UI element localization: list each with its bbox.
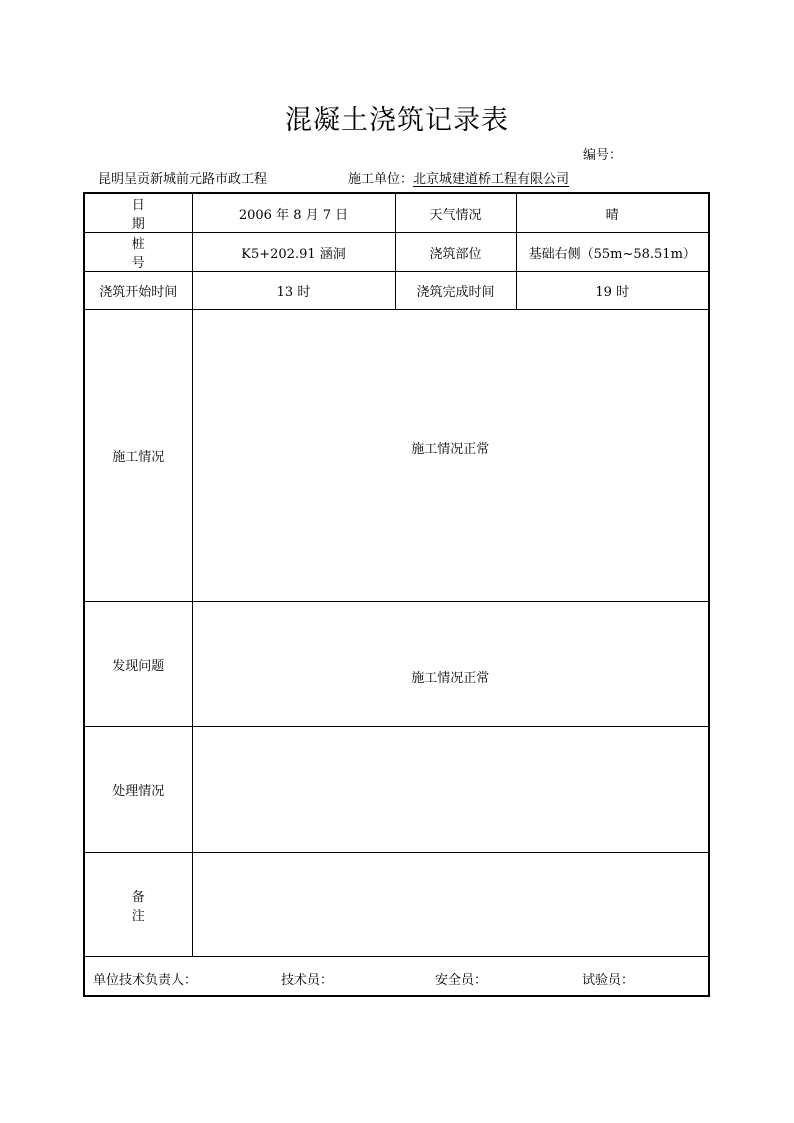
serial-number-label: 编号： (583, 148, 623, 163)
company-line (348, 168, 569, 187)
unit-tech-lead-signature: 单位技术负责人： (93, 973, 198, 988)
construction-label: 施工情况 (84, 310, 192, 602)
table-row-remarks (84, 853, 709, 957)
handling-value (192, 727, 709, 853)
pour-record-table (83, 192, 710, 997)
problems-cell (192, 602, 709, 727)
end-time-value: 19 时 (516, 272, 709, 310)
technician-signature: 技术员： (281, 973, 334, 988)
signatures-cell (84, 957, 709, 997)
construction-value: 施工情况正常 (411, 442, 490, 457)
table-row-construction (84, 310, 709, 602)
start-time-value: 13 时 (192, 272, 395, 310)
date-label: 日期 (84, 193, 192, 233)
remarks-value (192, 853, 709, 957)
table-row-signatures (84, 957, 709, 997)
weather-value: 晴 (516, 193, 709, 233)
tester-signature: 试验员： (582, 973, 635, 988)
end-time-label: 浇筑完成时间 (395, 272, 516, 310)
company-label: 施工单位： (348, 172, 414, 187)
project-name: 昆明呈贡新城前元路市政工程 (98, 172, 268, 187)
start-time-label: 浇筑开始时间 (84, 272, 192, 310)
handling-label: 处理情况 (84, 727, 192, 853)
weather-label: 天气情况 (395, 193, 516, 233)
table-row-time (84, 272, 709, 310)
table-row-date (84, 193, 709, 233)
station-label: 桩号 (84, 233, 192, 272)
table-row-problems (84, 602, 709, 727)
document-title: 混凝土浇筑记录表 (285, 105, 509, 136)
remarks-label: 备注 (84, 853, 192, 957)
safety-officer-signature: 安全员： (435, 973, 488, 988)
date-value: 2006 年 8 月 7 日 (192, 193, 395, 233)
table-row-handling (84, 727, 709, 853)
company-name: 北京城建道桥工程有限公司 (413, 172, 570, 187)
signature-line (85, 957, 708, 995)
construction-cell (192, 310, 709, 602)
station-value: K5+202.91 涵洞 (192, 233, 395, 272)
problems-value: 施工情况正常 (411, 671, 490, 686)
pour-part-value: 基础右侧（55m~58.51m） (516, 233, 709, 272)
problems-label: 发现问题 (84, 602, 192, 727)
table-row-station (84, 233, 709, 272)
pour-part-label: 浇筑部位 (395, 233, 516, 272)
